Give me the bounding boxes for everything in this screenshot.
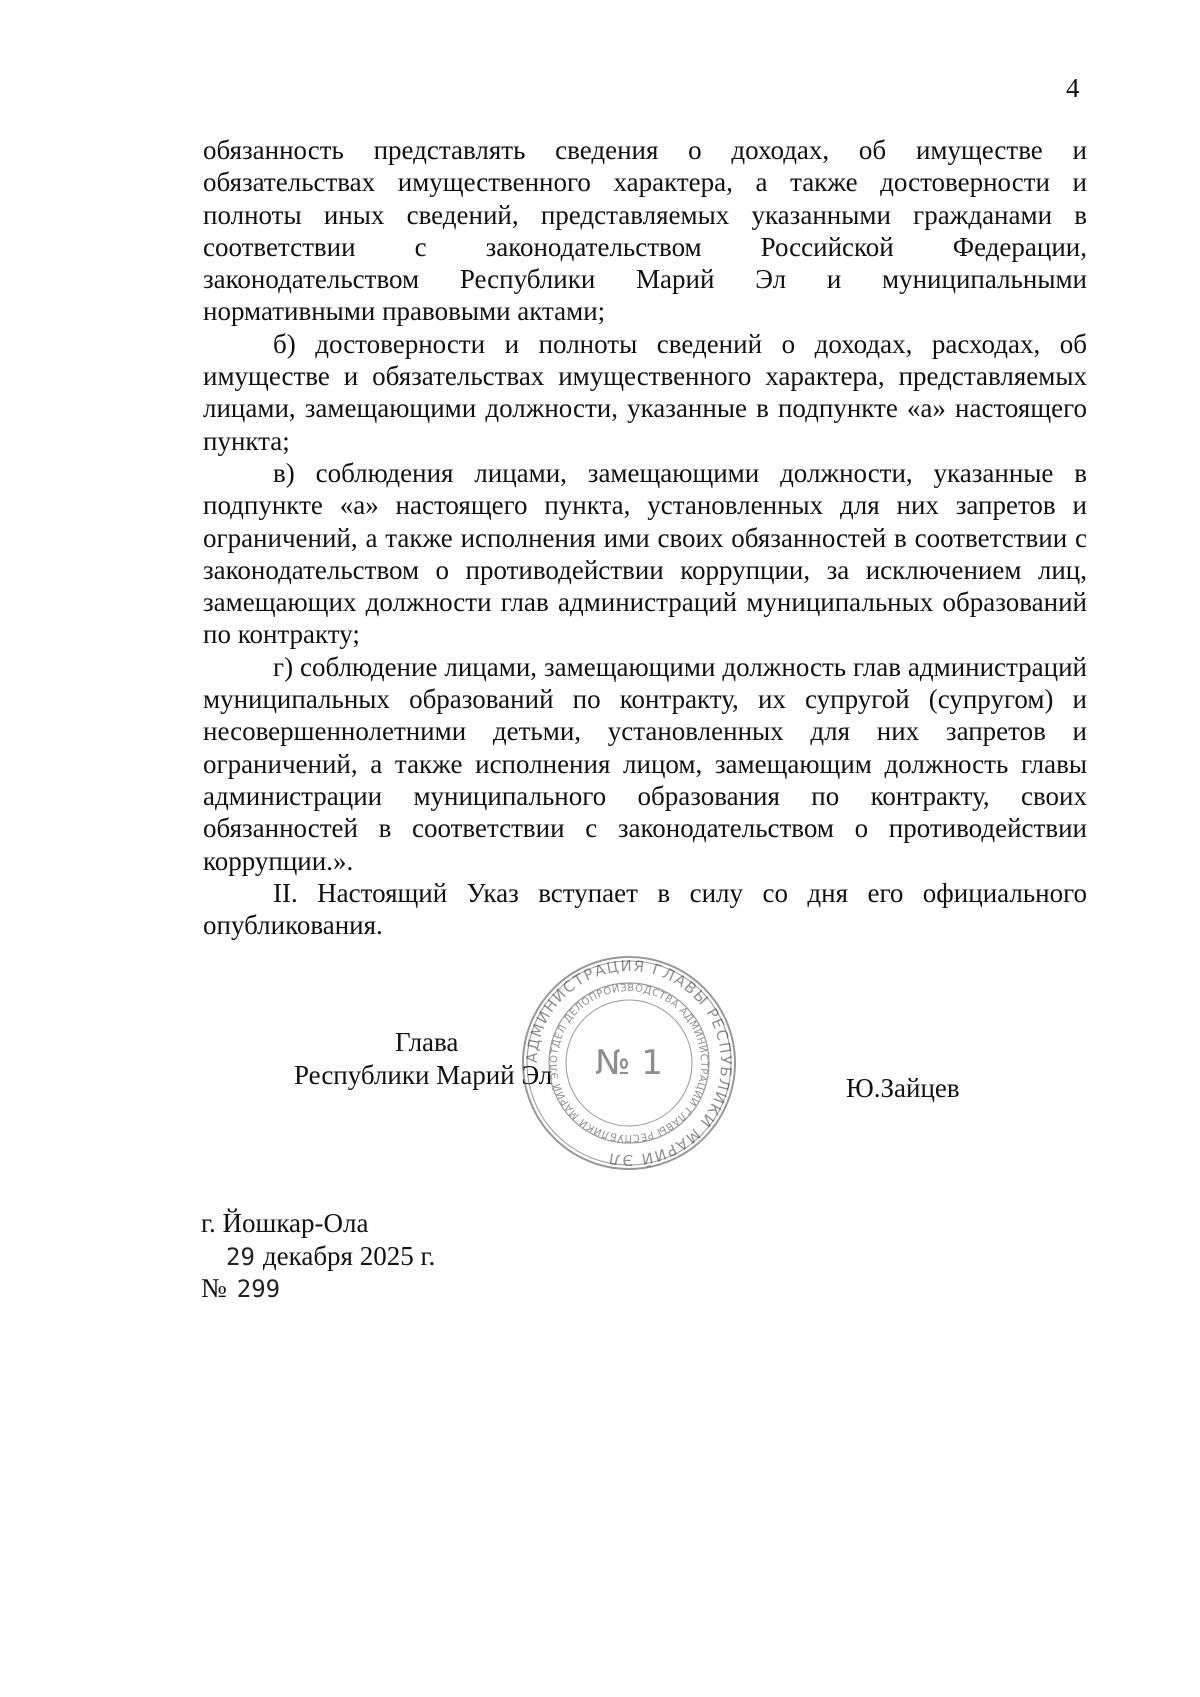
date-month-year: декабря 2025 г.	[262, 1241, 436, 1271]
paragraph-section-ii: II. Настоящий Указ вступает в силу со дня его официального опубликования.	[203, 877, 1087, 941]
signatory-name: Ю.Зайцев	[846, 1073, 960, 1103]
signing-date	[226, 1240, 435, 1273]
paragraph-item-b: б) достоверности и полноты сведений о доходах, расходах, об имуществе и обязательствах имущественного характера, представляемых лицами, замещающими должности, указанные в подпункте «а» настоящего пункта;	[203, 328, 1087, 456]
document-number	[201, 1272, 280, 1305]
signature-title-line1: Глава	[395, 1027, 459, 1057]
signature-title-line2: Республики Марий Эл	[294, 1060, 553, 1090]
seal-center-text: № 1	[595, 1043, 663, 1083]
paragraph-item-v: в) соблюдения лицами, замещающими должности, указанные в подпункте «а» настоящего пункта, установленных для них запретов и ограничений, а также исполнения ими своих обязанностей в соответствии с законодательством о противодействии коррупции, за исключением лиц, замещающих должности глав администраций муниципальных образований по контракту;	[203, 457, 1087, 650]
paragraph-continuation: обязанность представлять сведения о доходах, об имуществе и обязательствах имущественного характера, а также достоверности и полноты иных сведений, представляемых указанными гражданами в соответствии с законодательством Российской Федерации, законодательством Республики Марий Эл и муниципальными нормативными правовыми актами;	[203, 135, 1087, 327]
seal-inner-text: ОТДЕЛ ДЕЛОПРОИЗВОДСТВА АДМИНИСТРАЦИИ ГЛАВЫ РЕСПУБЛИКИ МАРИЙ ЭЛ	[548, 982, 710, 1144]
official-seal	[520, 954, 738, 1172]
seal-outer-text: АДМИНИСТРАЦИЯ ГЛАВЫ РЕСПУБЛИКИ МАРИЙ ЭЛ	[522, 956, 736, 1170]
number-label: №	[201, 1273, 227, 1303]
number-value: 299	[236, 1275, 281, 1303]
page-number: 4	[1066, 73, 1080, 103]
place-of-signing: г. Йошкар-Ола	[201, 1208, 369, 1238]
paragraph-item-g: г) соблюдение лицами, замещающими должность глав администраций муниципальных образований по контракту, их супругой (супругом) и несовершеннолетними детьми, установленных для них запретов и ограничений, а также исполнения лицом, замещающим должность главы администрации муниципального образования по контракту, своих обязанностей в соответствии с законодательством о противодействии коррупции.».	[203, 651, 1087, 876]
date-day: 29	[226, 1243, 255, 1271]
document-body	[203, 134, 1087, 941]
